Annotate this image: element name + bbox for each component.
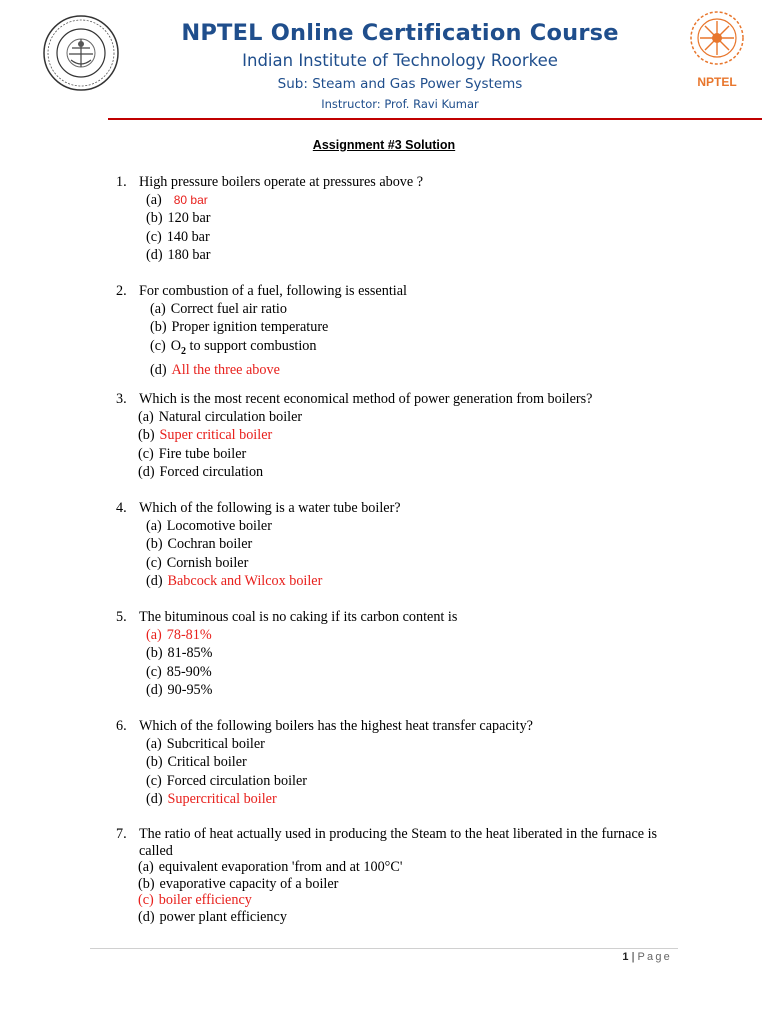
question-text: The ratio of heat actually used in producing the Steam to the heat liberated in the furnace is called [139, 826, 658, 859]
option-b: (b) Super critical boiler [138, 427, 273, 444]
option-d: (d) All the three above [150, 361, 280, 378]
nptel-logo [682, 8, 752, 90]
iit-roorkee-logo [42, 14, 120, 92]
option-a: (a) Subcritical boiler [146, 736, 265, 753]
question-7 [116, 826, 676, 926]
correct-answer: boiler efficiency [158, 892, 252, 909]
page-label: Page [637, 951, 672, 963]
page-number: 1 [622, 951, 629, 963]
option-c: (c) 85-90% [146, 663, 212, 680]
option-c: (c) $O_2$ to support combustion [150, 337, 317, 357]
option-b: (b) Critical boiler [146, 754, 247, 771]
question-number: 5. [116, 609, 127, 625]
subject-line: Sub: Steam and Gas Power Systems [277, 76, 523, 92]
option-c: (c) Cornish boiler [146, 554, 249, 571]
question-text: For combustion of a fuel, following is essential [139, 283, 407, 299]
question-3 [116, 390, 676, 481]
option-d: (d) Supercritical boiler [146, 790, 277, 807]
page-separator: | [628, 951, 638, 963]
option-a: (a) equivalent evaporation 'from and at 100°C' [138, 859, 403, 876]
question-text: Which of the following is a water tube boiler? [139, 500, 401, 516]
correct-answer: 80 bar [173, 193, 208, 208]
instructor-line: Instructor: Prof. Ravi Kumar [321, 97, 479, 111]
option-a: (a) Locomotive boiler [146, 518, 272, 535]
option-b: (b) 120 bar [146, 210, 211, 227]
question-number: 7. [116, 826, 127, 842]
correct-answer: Super critical boiler [159, 427, 273, 444]
question-1 [116, 173, 676, 264]
question-number: 1. [116, 174, 127, 190]
question-text: The bituminous coal is no caking if its carbon content is [139, 609, 458, 625]
correct-answer: Supercritical boiler [167, 790, 277, 807]
document-title: Assignment #3 Solution [312, 138, 456, 152]
footer-divider [90, 948, 678, 949]
question-text: Which of the following boilers has the highest heat transfer capacity? [139, 718, 533, 734]
option-a: (a) Correct fuel air ratio [150, 301, 287, 318]
question-text: High pressure boilers operate at pressures above ? [139, 174, 424, 190]
option-c: (c) Fire tube boiler [138, 445, 247, 462]
correct-answer: All the three above [171, 361, 280, 378]
question-4 [116, 499, 676, 590]
nptel-logo-text: NPTEL [697, 75, 737, 89]
course-title: NPTEL Online Certification Course [181, 20, 619, 46]
option-d: (d) Babcock and Wilcox boiler [146, 572, 323, 589]
question-number: 4. [116, 500, 127, 516]
option-d: (d) Forced circulation [138, 463, 264, 480]
header-divider [108, 118, 762, 120]
option-b: (b) Proper ignition temperature [150, 319, 329, 336]
option-a: (a) 78-81% [146, 627, 212, 644]
question-6 [116, 717, 676, 808]
institute-name: Indian Institute of Technology Roorkee [242, 51, 558, 70]
page-footer [560, 951, 672, 963]
question-number: 2. [116, 283, 127, 299]
option-c: (c) boiler efficiency [138, 892, 252, 909]
correct-answer: Babcock and Wilcox boiler [167, 572, 323, 589]
option-d: (d) 90-95% [146, 681, 213, 698]
page-header [0, 0, 768, 125]
correct-answer: 78-81% [166, 627, 212, 644]
option-c: (c) Forced circulation boiler [146, 772, 307, 789]
question-5 [116, 608, 676, 699]
question-text: Which is the most recent economical method of power generation from boilers? [139, 391, 593, 407]
option-d: (d) 180 bar [146, 246, 211, 263]
question-2 [116, 282, 676, 379]
option-b: (b) 81-85% [146, 645, 213, 662]
option-a: (a) Natural circulation boiler [138, 409, 303, 426]
option-b: (b) evaporative capacity of a boiler [138, 875, 339, 892]
option-a: (a) 80 bar [146, 192, 208, 209]
option-b: (b) Cochran boiler [146, 536, 253, 553]
question-number: 3. [116, 391, 127, 407]
question-number: 6. [116, 718, 127, 734]
option-d: (d) power plant efficiency [138, 908, 287, 925]
option-c: (c) 140 bar [146, 228, 210, 245]
